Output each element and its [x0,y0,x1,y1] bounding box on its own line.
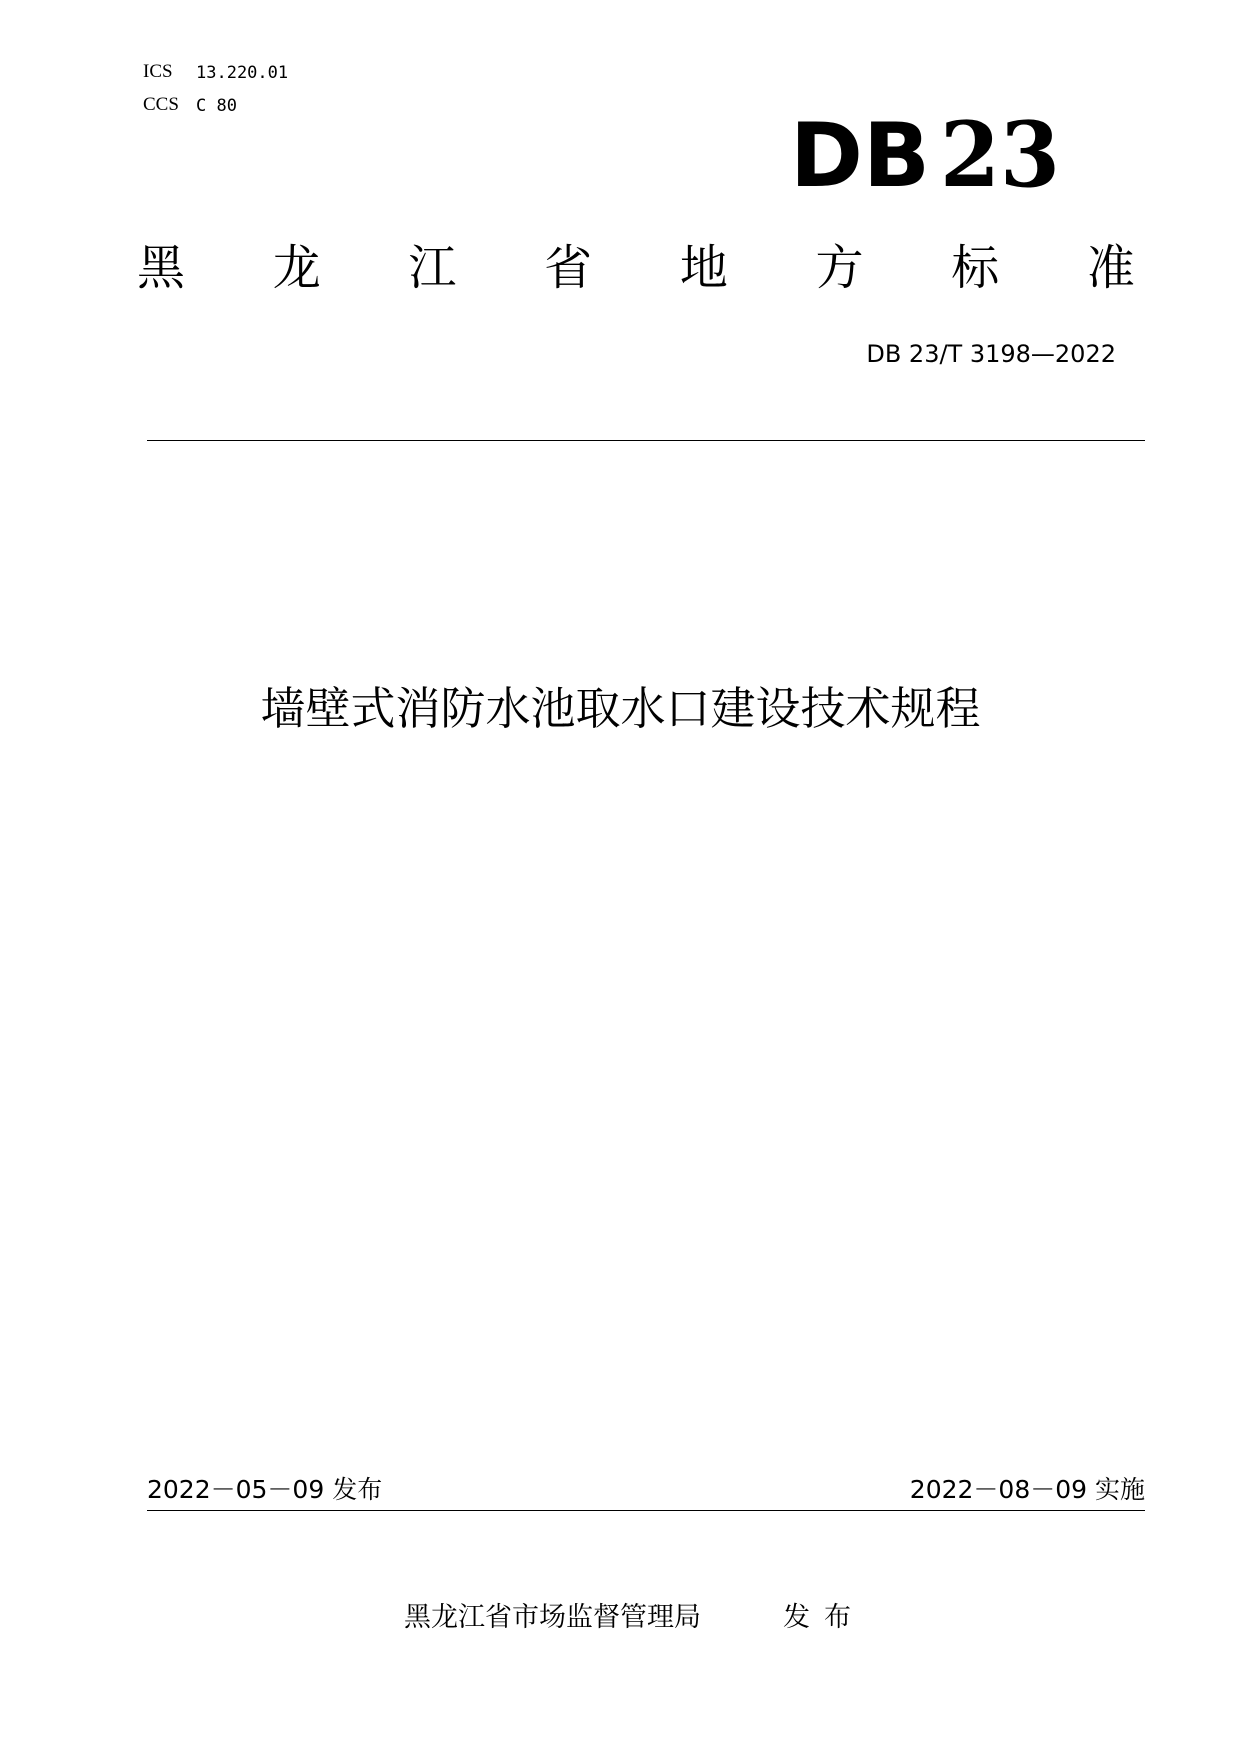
document-title: 墙壁式消防水池取水口建设技术规程 [260,682,981,735]
top-divider [147,440,1145,441]
ccs-label: CCS [143,94,179,115]
province-standard-title [137,238,1135,298]
title-char: 地 [679,240,728,296]
ics-label: ICS [143,61,173,82]
svg-text:23: 23 [940,106,1060,202]
title-char: 准 [1086,240,1135,296]
title-char: 龙 [272,240,321,296]
implement-date: 2022－08－09 实施 [909,1475,1145,1504]
title-char: 黑 [137,240,186,296]
standard-number: DB 23/T 3198—2022 [866,340,1116,368]
title-char: 方 [815,240,864,296]
title-char: 江 [408,240,457,296]
issuing-authority: 黑龙江省市场监督管理局 [404,1602,701,1633]
db23-logo [790,106,1062,202]
ccs-code: C 80 [196,96,237,116]
ics-code: 13.220.01 [196,63,289,83]
svg-text:DB: DB [790,106,930,202]
title-char: 标 [951,240,1000,296]
issue-action: 发布 [783,1602,865,1633]
bottom-divider [147,1510,1145,1511]
title-char: 省 [544,240,593,296]
publish-date: 2022－05－09 发布 [147,1475,383,1504]
